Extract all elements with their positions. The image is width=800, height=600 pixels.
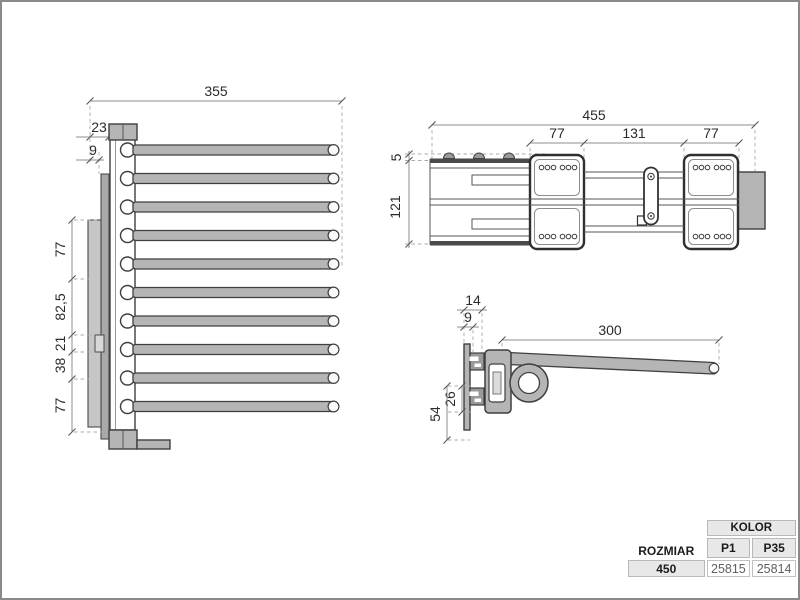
dim-front-seg4: 38: [52, 357, 68, 374]
wall-plate-front: [101, 174, 109, 439]
keyhole-slot: [95, 335, 104, 352]
technical-drawing: [2, 2, 800, 600]
dim-front-seg3: 21: [52, 335, 68, 352]
dim-front-seg5: 77: [52, 397, 68, 414]
top-view: [387, 107, 765, 249]
color-header-cell: KOLOR: [707, 520, 796, 536]
side-wall-plate: [464, 344, 470, 430]
mount-clip-top: [470, 353, 485, 370]
dim-side-mount-height: 54: [427, 406, 443, 422]
side-view: [427, 292, 723, 444]
post-end-cap: [738, 172, 765, 229]
mounting-bracket-left: [530, 155, 584, 249]
code-p35-cell: 25814: [752, 560, 796, 577]
product-table: [626, 518, 798, 579]
mounting-bracket-right: [684, 155, 738, 249]
code-p1-cell: 25815: [707, 560, 751, 577]
table-spacer: [628, 520, 705, 536]
dim-top-total: 455: [582, 107, 606, 123]
hanger-bars: [121, 143, 339, 414]
dim-top-offset: 5: [388, 153, 404, 162]
dim-top-span1: 77: [549, 125, 565, 141]
dim-side-clip-spacing: 26: [442, 391, 458, 407]
center-connector: [638, 168, 659, 226]
dim-front-offset: 9: [89, 142, 97, 158]
dim-top-depth: 121: [387, 195, 403, 219]
dim-front-cap: 23: [91, 119, 107, 135]
dim-top-span3: 77: [703, 125, 719, 141]
dim-top-span2: 131: [622, 125, 646, 141]
column-p35-cell: P35: [752, 538, 796, 558]
mount-clip-bottom: [470, 388, 485, 405]
dim-front-total-width: 355: [204, 83, 228, 99]
dim-side-plate-depth: 9: [464, 309, 472, 325]
dim-front-seg2: 82,5: [52, 293, 68, 321]
foot-extension: [137, 440, 170, 449]
dim-side-mount-depth: 14: [465, 292, 481, 308]
size-header-cell: ROZMIAR: [638, 544, 695, 558]
size-value-cell: 450: [628, 560, 705, 577]
front-view: [52, 83, 346, 449]
wall-plate-back: [88, 220, 101, 427]
dim-front-seg1: 77: [52, 241, 68, 258]
column-p1-cell: P1: [707, 538, 751, 558]
dim-side-arm-length: 300: [598, 322, 622, 338]
